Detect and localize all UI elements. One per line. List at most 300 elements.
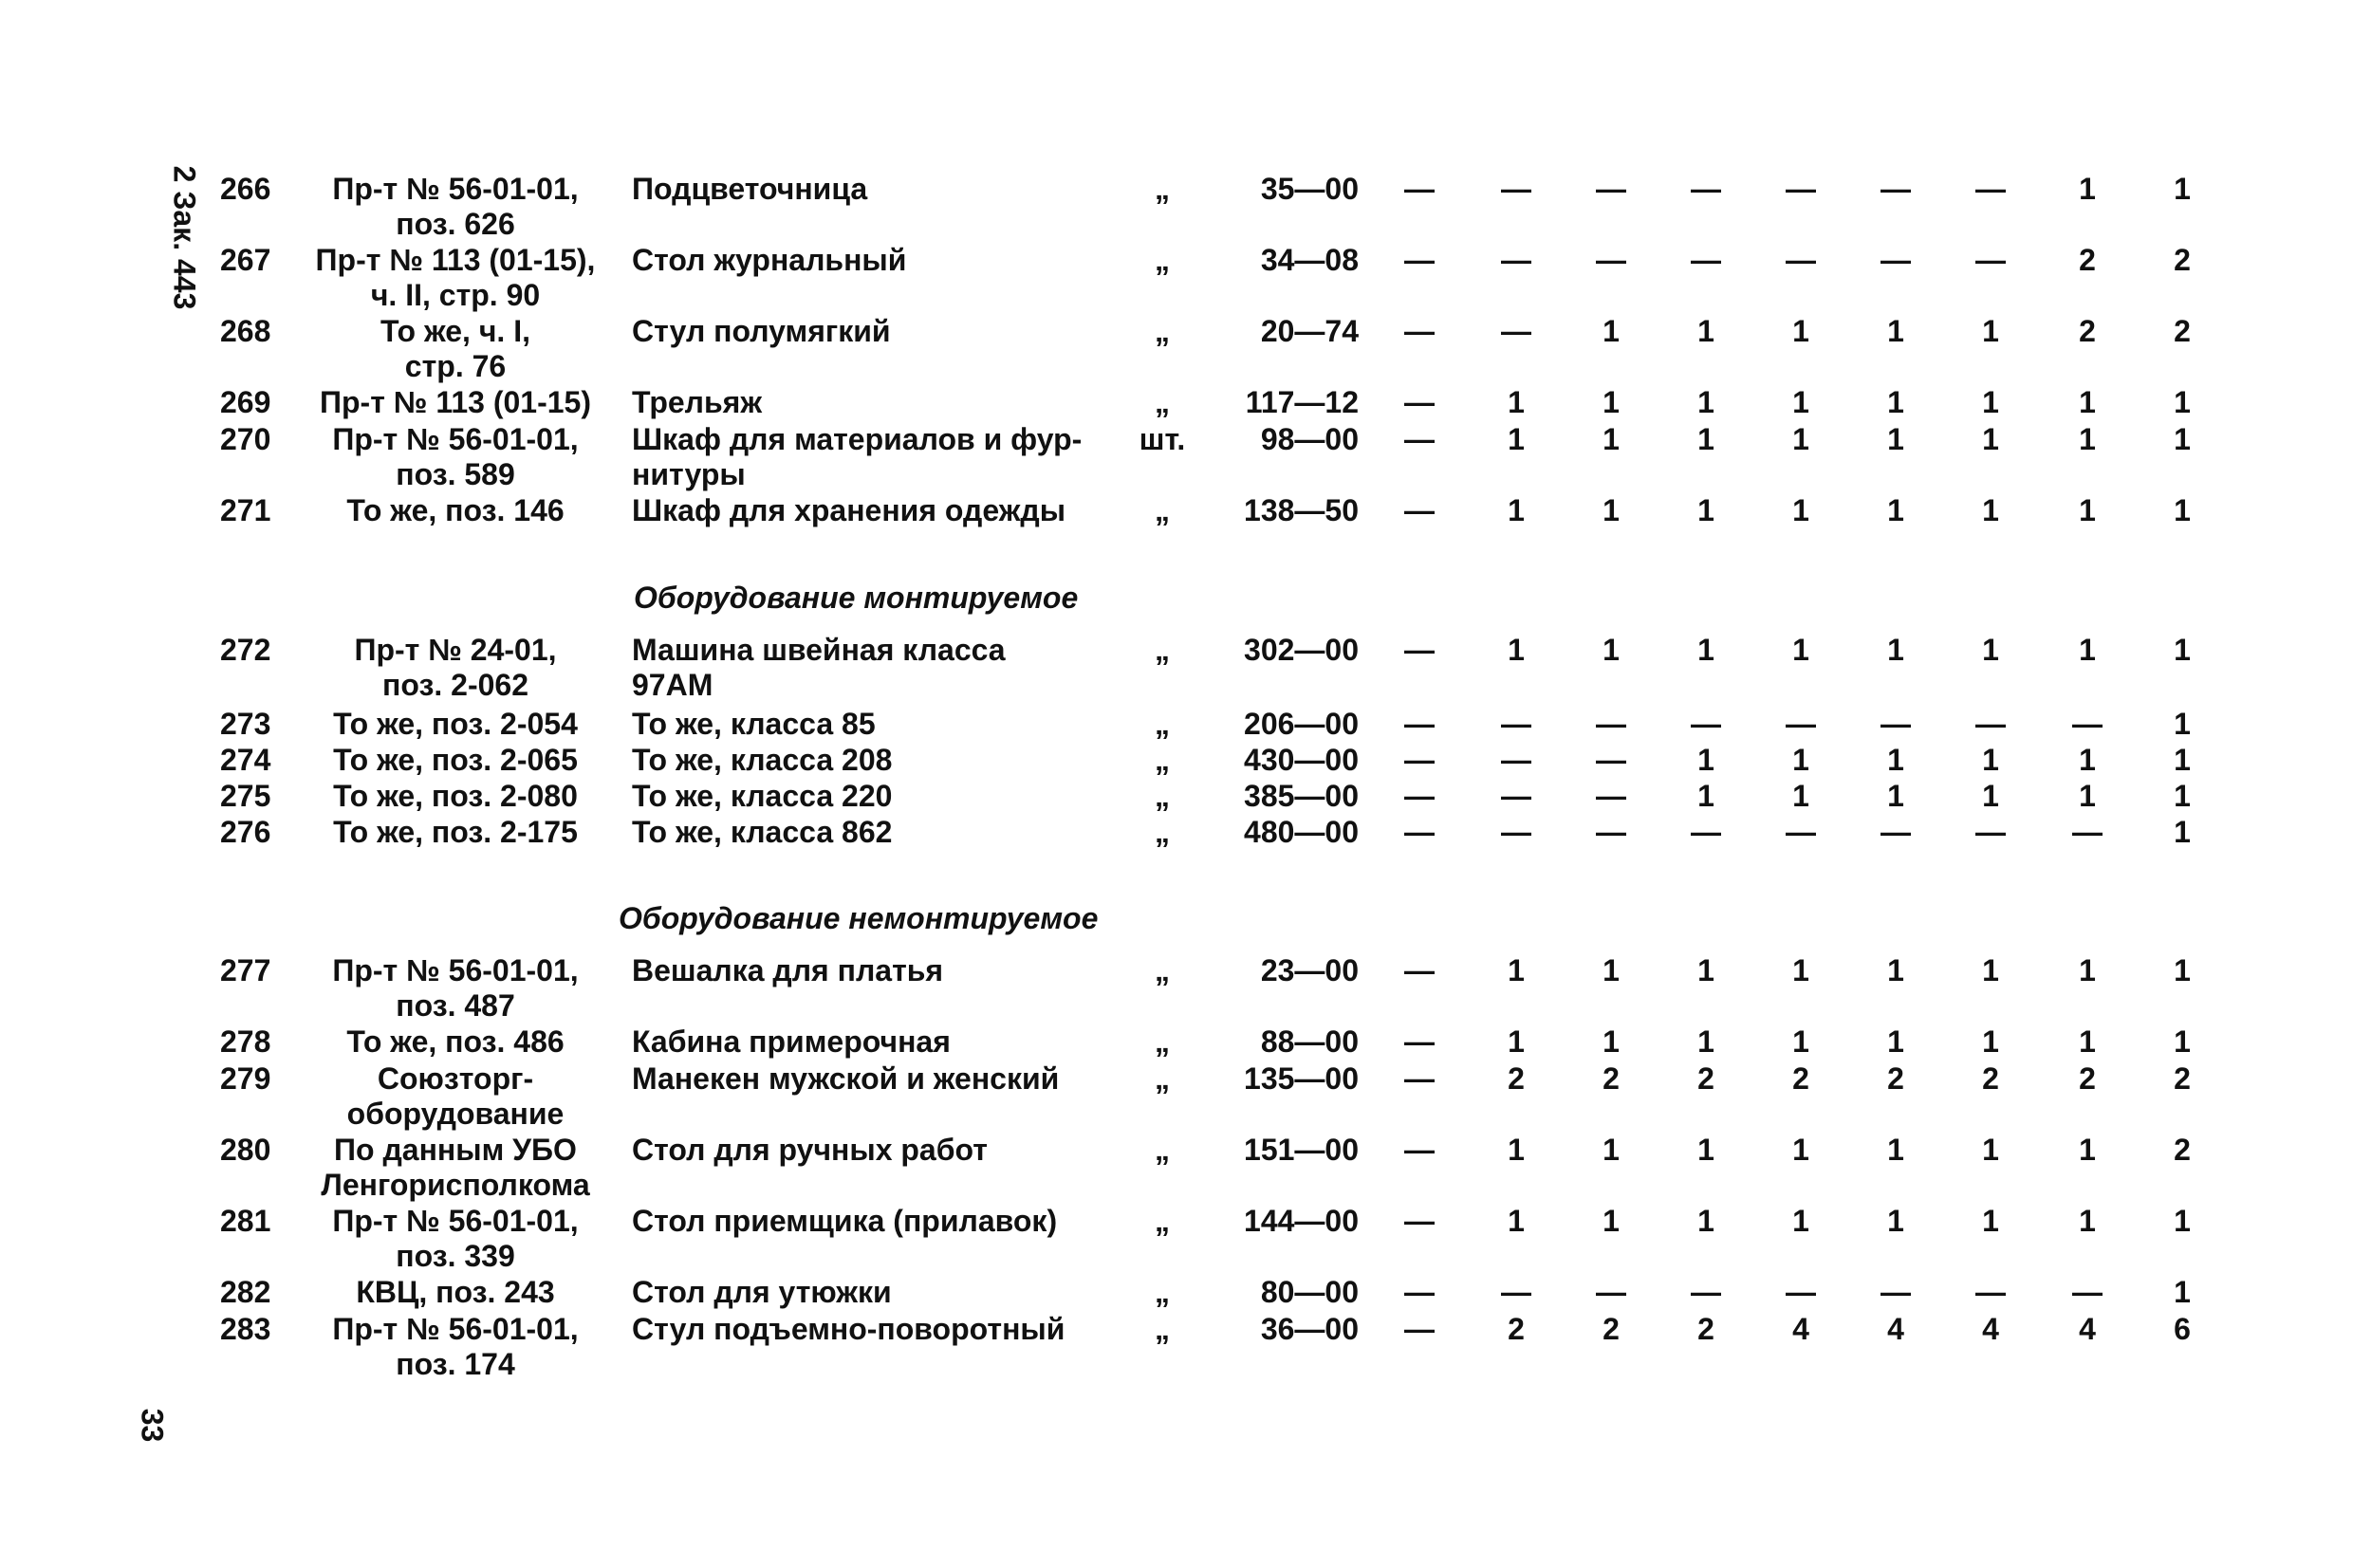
row-reference-line: То же, ч. I,: [380, 314, 530, 348]
row-item-name-line: Стол журнальный: [632, 243, 907, 277]
row-unit: „: [1155, 953, 1170, 987]
row-number: 274: [220, 743, 271, 777]
table-row: [0, 1204, 2353, 1274]
row-number: 283: [220, 1312, 271, 1346]
row-unit: „: [1155, 385, 1170, 419]
page-number: 33: [135, 1408, 170, 1443]
row-unit: „: [1155, 743, 1170, 777]
row-quantity: —: [1691, 172, 1721, 206]
row-reference: [300, 1133, 611, 1203]
row-quantity: 1: [1603, 493, 1620, 527]
section-heading-unmounted: Оборудование немонтируемое: [619, 901, 1099, 935]
row-quantity: 1: [1697, 779, 1714, 813]
row-quantity: 1: [2174, 1275, 2191, 1309]
row-quantity: 1: [1982, 314, 1999, 348]
row-unit: „: [1155, 779, 1170, 813]
row-quantity: —: [1404, 953, 1435, 987]
row-item-name: [632, 743, 892, 778]
row-item-name-line: Стул подъемно-поворотный: [632, 1312, 1065, 1346]
row-quantity: 1: [1603, 633, 1620, 667]
row-number: 279: [220, 1061, 271, 1096]
row-unit: „: [1155, 1024, 1170, 1059]
row-price: 35—00: [1260, 172, 1359, 206]
row-reference: [300, 815, 611, 850]
table-row: [0, 1133, 2353, 1203]
row-reference: [300, 953, 611, 1024]
row-price: 117—12: [1245, 385, 1359, 419]
row-quantity: 1: [1792, 743, 1809, 777]
row-quantity: 1: [1792, 493, 1809, 527]
row-quantity: —: [1691, 707, 1721, 741]
row-item-name: [632, 1204, 1057, 1239]
row-unit: „: [1155, 1275, 1170, 1309]
row-price: 138—50: [1244, 493, 1359, 527]
row-quantity: 1: [1697, 743, 1714, 777]
row-reference-line: Пр-т № 56-01-01,: [332, 953, 579, 987]
row-quantity: —: [1975, 707, 2006, 741]
row-quantity: —: [1404, 1204, 1435, 1238]
row-quantity: 1: [2079, 743, 2096, 777]
row-quantity: 1: [1603, 953, 1620, 987]
row-item-name-line: Машина швейная класса: [632, 633, 1006, 667]
row-reference: [300, 707, 611, 742]
row-quantity: 1: [1887, 493, 1904, 527]
row-quantity: 1: [2079, 1204, 2096, 1238]
row-quantity: 1: [1697, 314, 1714, 348]
row-price: 88—00: [1260, 1024, 1359, 1059]
row-quantity: 1: [1603, 1133, 1620, 1167]
row-quantity: —: [1786, 243, 1816, 277]
row-quantity: 1: [2174, 953, 2191, 987]
row-reference: [300, 172, 611, 242]
row-reference-line: То же, поз. 486: [346, 1024, 565, 1059]
row-quantity: 2: [2174, 1061, 2191, 1096]
row-quantity: —: [2072, 1275, 2103, 1309]
row-reference-line: поз. 589: [396, 457, 515, 491]
row-item-name: [632, 779, 892, 814]
row-reference-line: Пр-т № 56-01-01,: [332, 172, 579, 206]
row-item-name: [632, 953, 943, 988]
row-item-name-line: Шкаф для материалов и фур-: [632, 422, 1083, 456]
row-unit: „: [1155, 1133, 1170, 1167]
row-quantity: 2: [2079, 243, 2096, 277]
row-price: 144—00: [1244, 1204, 1359, 1238]
row-quantity: —: [1501, 172, 1531, 206]
row-reference-line: поз. 487: [396, 988, 515, 1023]
row-item-name-line: Стол для утюжки: [632, 1275, 892, 1309]
row-quantity: 1: [1508, 1133, 1525, 1167]
row-quantity: 1: [1792, 633, 1809, 667]
row-quantity: 2: [2079, 1061, 2096, 1096]
row-reference-line: Пр-т № 56-01-01,: [332, 1204, 579, 1238]
row-item-name: [632, 1275, 892, 1310]
row-quantity: —: [1501, 815, 1531, 849]
row-number: 275: [220, 779, 271, 813]
row-reference-line: Пр-т № 56-01-01,: [332, 422, 579, 456]
row-quantity: 1: [2174, 743, 2191, 777]
row-quantity: 1: [1697, 1133, 1714, 1167]
row-quantity: 1: [2079, 779, 2096, 813]
row-unit: „: [1155, 707, 1170, 741]
row-item-name: [632, 633, 1006, 703]
row-unit: „: [1155, 1061, 1170, 1096]
row-quantity: —: [1404, 815, 1435, 849]
row-quantity: 2: [1697, 1312, 1714, 1346]
row-quantity: —: [1404, 779, 1435, 813]
row-quantity: 1: [2079, 172, 2096, 206]
row-quantity: 1: [2079, 493, 2096, 527]
row-quantity: 1: [1603, 385, 1620, 419]
row-number: 266: [220, 172, 271, 206]
row-item-name-line: Манекен мужской и женский: [632, 1061, 1060, 1096]
row-reference: [300, 422, 611, 492]
row-price: 385—00: [1244, 779, 1359, 813]
row-quantity: 1: [2079, 1024, 2096, 1059]
row-unit: „: [1155, 493, 1170, 527]
row-item-name-line: нитуры: [632, 457, 746, 491]
row-unit: „: [1155, 314, 1170, 348]
row-quantity: 1: [1887, 743, 1904, 777]
row-quantity: 4: [2079, 1312, 2096, 1346]
table-row: [0, 1061, 2353, 1132]
row-quantity: 2: [2174, 243, 2191, 277]
row-quantity: 2: [2079, 314, 2096, 348]
row-quantity: 1: [1982, 1133, 1999, 1167]
row-item-name-line: То же, класса 220: [632, 779, 893, 813]
row-quantity: —: [1596, 1275, 1626, 1309]
row-reference-line: То же, поз. 2-054: [333, 707, 578, 741]
row-unit: „: [1155, 243, 1170, 277]
row-reference-line: То же, поз. 146: [346, 493, 565, 527]
row-reference: [300, 633, 611, 703]
row-quantity: 1: [2174, 707, 2191, 741]
row-reference: [300, 493, 611, 528]
row-quantity: —: [1691, 815, 1721, 849]
row-reference-line: ч. II, стр. 90: [370, 278, 541, 312]
row-quantity: 1: [1887, 422, 1904, 456]
row-quantity: 2: [1887, 1061, 1904, 1096]
row-item-name-line: Стул полумягкий: [632, 314, 891, 348]
row-item-name-line: Стол для ручных работ: [632, 1133, 988, 1167]
row-quantity: —: [1404, 1024, 1435, 1059]
row-number: 271: [220, 493, 271, 527]
row-quantity: —: [1691, 1275, 1721, 1309]
table-row: [0, 493, 2353, 563]
row-quantity: 1: [1982, 779, 1999, 813]
row-reference-line: поз. 626: [396, 207, 515, 241]
row-item-name-line: Стол приемщика (прилавок): [632, 1204, 1058, 1238]
row-quantity: —: [1404, 1312, 1435, 1346]
row-unit: „: [1155, 172, 1170, 206]
row-reference-line: поз. 2-062: [382, 668, 528, 702]
row-quantity: 2: [2174, 1133, 2191, 1167]
row-quantity: 2: [1603, 1312, 1620, 1346]
row-quantity: —: [1691, 243, 1721, 277]
row-quantity: —: [1881, 815, 1911, 849]
row-reference-line: стр. 76: [404, 349, 507, 383]
row-reference: [300, 1204, 611, 1274]
row-number: 272: [220, 633, 271, 667]
row-quantity: 1: [1697, 422, 1714, 456]
row-quantity: 1: [1792, 1133, 1809, 1167]
row-quantity: 1: [2079, 422, 2096, 456]
row-reference-line: Пр-т № 113 (01-15),: [315, 243, 596, 277]
row-quantity: —: [1404, 385, 1435, 419]
row-quantity: —: [1404, 1275, 1435, 1309]
row-price: 20—74: [1260, 314, 1359, 348]
row-quantity: 1: [1792, 314, 1809, 348]
row-quantity: 1: [1887, 633, 1904, 667]
table-row: [0, 422, 2353, 492]
row-quantity: 1: [2079, 633, 2096, 667]
row-number: 268: [220, 314, 271, 348]
row-reference-line: То же, поз. 2-065: [333, 743, 578, 777]
row-quantity: —: [1975, 815, 2006, 849]
row-quantity: 1: [2079, 385, 2096, 419]
row-quantity: 1: [1603, 422, 1620, 456]
row-item-name-line: Вешалка для платья: [632, 953, 944, 987]
table-row: [0, 1312, 2353, 1382]
row-reference-line: поз. 174: [396, 1347, 515, 1381]
row-quantity: 1: [1508, 1024, 1525, 1059]
header-stamp: 2 Зак. 443: [167, 165, 202, 310]
row-reference-line: поз. 339: [396, 1239, 515, 1273]
row-quantity: 1: [1792, 1024, 1809, 1059]
row-quantity: 2: [1792, 1061, 1809, 1096]
row-quantity: 1: [1982, 953, 1999, 987]
row-item-name-line: Подцветочница: [632, 172, 868, 206]
row-price: 135—00: [1244, 1061, 1359, 1096]
row-quantity: 1: [1792, 953, 1809, 987]
row-quantity: —: [1404, 743, 1435, 777]
row-quantity: 2: [1508, 1061, 1525, 1096]
row-quantity: 1: [1982, 1024, 1999, 1059]
row-quantity: —: [1786, 172, 1816, 206]
row-quantity: 4: [1792, 1312, 1809, 1346]
row-quantity: —: [1975, 243, 2006, 277]
row-quantity: 1: [1508, 422, 1525, 456]
row-unit: „: [1155, 815, 1170, 849]
row-reference-line: Союзторг-: [377, 1061, 534, 1096]
row-reference: [300, 1061, 611, 1132]
row-item-name-line: 97АМ: [632, 668, 713, 702]
section-heading-mounted: Оборудование монтируемое: [634, 581, 1079, 615]
row-quantity: —: [2072, 815, 2103, 849]
row-number: 281: [220, 1204, 271, 1238]
row-price: 23—00: [1260, 953, 1359, 987]
row-quantity: 1: [1792, 779, 1809, 813]
row-quantity: 1: [1508, 385, 1525, 419]
row-quantity: —: [1501, 743, 1531, 777]
row-reference: [300, 779, 611, 814]
row-quantity: 1: [2174, 385, 2191, 419]
row-quantity: 1: [1887, 314, 1904, 348]
row-quantity: 2: [1982, 1061, 1999, 1096]
row-quantity: —: [1404, 1133, 1435, 1167]
row-quantity: —: [1404, 422, 1435, 456]
row-quantity: —: [1501, 779, 1531, 813]
row-quantity: —: [2072, 707, 2103, 741]
row-price: 480—00: [1244, 815, 1359, 849]
row-quantity: —: [1404, 1061, 1435, 1096]
row-quantity: —: [1881, 707, 1911, 741]
row-quantity: —: [1596, 172, 1626, 206]
row-item-name-line: Кабина примерочная: [632, 1024, 951, 1059]
row-quantity: —: [1881, 172, 1911, 206]
table-row: [0, 314, 2353, 384]
row-number: 278: [220, 1024, 271, 1059]
row-quantity: 1: [1697, 953, 1714, 987]
row-price: 151—00: [1244, 1133, 1359, 1167]
row-quantity: 4: [1887, 1312, 1904, 1346]
row-quantity: 1: [1887, 1133, 1904, 1167]
row-number: 267: [220, 243, 271, 277]
row-reference-line: КВЦ, поз. 243: [356, 1275, 555, 1309]
table-row: [0, 243, 2353, 313]
row-price: 34—08: [1260, 243, 1359, 277]
row-number: 282: [220, 1275, 271, 1309]
row-quantity: 1: [1508, 633, 1525, 667]
row-item-name: [632, 172, 867, 207]
row-price: 36—00: [1260, 1312, 1359, 1346]
row-quantity: —: [1881, 1275, 1911, 1309]
row-quantity: 2: [1697, 1061, 1714, 1096]
row-reference-line: Пр-т № 56-01-01,: [332, 1312, 579, 1346]
row-quantity: 1: [1982, 1204, 1999, 1238]
row-number: 276: [220, 815, 271, 849]
row-item-name: [632, 1024, 951, 1060]
row-reference-line: То же, поз. 2-080: [333, 779, 578, 813]
row-item-name: [632, 493, 1065, 528]
row-quantity: —: [1786, 707, 1816, 741]
row-quantity: 2: [1508, 1312, 1525, 1346]
row-item-name: [632, 243, 906, 278]
row-quantity: 1: [1603, 314, 1620, 348]
row-quantity: —: [1881, 243, 1911, 277]
row-reference-line: То же, поз. 2-175: [333, 815, 578, 849]
row-item-name: [632, 314, 891, 349]
row-item-name: [632, 707, 876, 742]
row-quantity: 1: [1603, 1204, 1620, 1238]
row-quantity: —: [1404, 633, 1435, 667]
row-item-name-line: Трельяж: [632, 385, 763, 419]
row-price: 302—00: [1244, 633, 1359, 667]
row-quantity: 1: [1603, 1024, 1620, 1059]
row-reference: [300, 1275, 611, 1310]
row-quantity: —: [1596, 707, 1626, 741]
row-item-name-line: То же, класса 208: [632, 743, 893, 777]
row-reference-line: Пр-т № 113 (01-15): [320, 385, 591, 419]
row-price: 206—00: [1244, 707, 1359, 741]
row-quantity: 2: [1603, 1061, 1620, 1096]
row-item-name: [632, 1061, 1059, 1097]
row-quantity: 1: [1982, 743, 1999, 777]
row-number: 280: [220, 1133, 271, 1167]
row-reference: [300, 385, 611, 420]
row-quantity: —: [1596, 779, 1626, 813]
row-quantity: —: [1596, 243, 1626, 277]
row-item-name: [632, 1133, 988, 1168]
row-quantity: 1: [2174, 1024, 2191, 1059]
row-quantity: 1: [2079, 1133, 2096, 1167]
row-quantity: 1: [2174, 493, 2191, 527]
table-row: [0, 172, 2353, 242]
row-quantity: —: [1404, 172, 1435, 206]
row-reference: [300, 314, 611, 384]
row-quantity: —: [1404, 314, 1435, 348]
row-quantity: 2: [2174, 314, 2191, 348]
row-quantity: 1: [1887, 1024, 1904, 1059]
row-unit: „: [1155, 1204, 1170, 1238]
row-price: 430—00: [1244, 743, 1359, 777]
row-quantity: 1: [2174, 422, 2191, 456]
row-item-name: [632, 1312, 1065, 1347]
row-reference-line: Ленгорисполкома: [321, 1168, 590, 1202]
row-quantity: 1: [2174, 172, 2191, 206]
row-number: 277: [220, 953, 271, 987]
row-quantity: 1: [2174, 815, 2191, 849]
row-quantity: 4: [1982, 1312, 1999, 1346]
row-quantity: 6: [2174, 1312, 2191, 1346]
row-price: 80—00: [1260, 1275, 1359, 1309]
row-unit: шт.: [1139, 422, 1186, 456]
row-quantity: 1: [1887, 385, 1904, 419]
row-reference: [300, 1312, 611, 1382]
row-quantity: 1: [1508, 493, 1525, 527]
row-quantity: —: [1501, 1275, 1531, 1309]
row-item-name-line: То же, класса 85: [632, 707, 876, 741]
row-number: 270: [220, 422, 271, 456]
row-quantity: 1: [1982, 633, 1999, 667]
row-quantity: —: [1404, 493, 1435, 527]
row-quantity: 1: [1982, 422, 1999, 456]
row-quantity: 1: [1697, 1204, 1714, 1238]
row-reference: [300, 743, 611, 778]
row-item-name-line: То же, класса 862: [632, 815, 893, 849]
row-quantity: —: [1786, 1275, 1816, 1309]
row-quantity: —: [1786, 815, 1816, 849]
row-quantity: 1: [1982, 385, 1999, 419]
table-row: [0, 815, 2353, 885]
row-item-name-line: Шкаф для хранения одежды: [632, 493, 1066, 527]
row-quantity: 1: [1697, 1024, 1714, 1059]
table-row: [0, 953, 2353, 1024]
row-quantity: 1: [1887, 779, 1904, 813]
row-price: 98—00: [1260, 422, 1359, 456]
row-quantity: 1: [2079, 953, 2096, 987]
row-quantity: —: [1596, 743, 1626, 777]
row-quantity: —: [1975, 172, 2006, 206]
row-quantity: —: [1501, 707, 1531, 741]
row-quantity: 1: [1792, 385, 1809, 419]
row-quantity: —: [1596, 815, 1626, 849]
row-quantity: 1: [1887, 953, 1904, 987]
row-quantity: —: [1501, 243, 1531, 277]
row-number: 273: [220, 707, 271, 741]
row-quantity: 1: [1982, 493, 1999, 527]
row-quantity: 1: [2174, 779, 2191, 813]
row-quantity: 1: [1508, 953, 1525, 987]
row-quantity: 1: [1887, 1204, 1904, 1238]
row-quantity: 1: [1697, 493, 1714, 527]
row-quantity: —: [1501, 314, 1531, 348]
row-unit: „: [1155, 1312, 1170, 1346]
row-quantity: 1: [1697, 385, 1714, 419]
row-quantity: 1: [2174, 1204, 2191, 1238]
table-row: [0, 633, 2353, 703]
row-item-name: [632, 422, 1082, 492]
row-reference-line: По данным УБО: [334, 1133, 577, 1167]
